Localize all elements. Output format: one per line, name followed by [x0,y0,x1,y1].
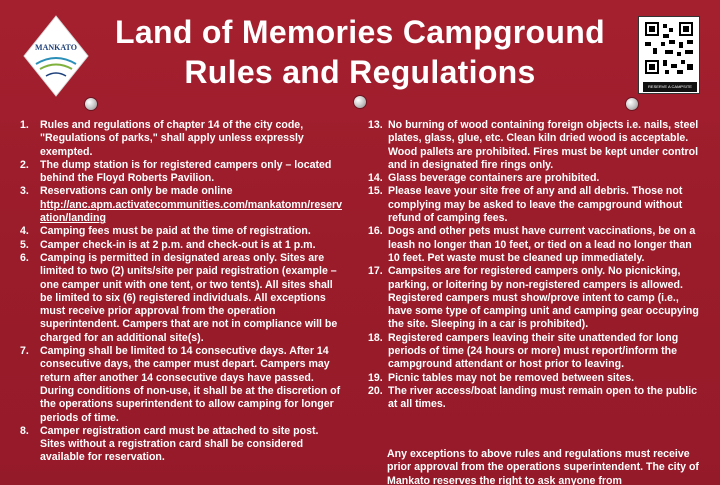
rule-item: 2. The dump station is for registered campers only – located behind the Floyd Roberts Pavilion. [20,158,332,185]
qr-code-icon [639,18,699,80]
rule-item: 15. Please leave your site free of any and all debris. Those not complying may be asked to leave the campground without refund of camping fees. [368,185,683,225]
rule-item: 7. Camping shall be limited to 14 consecutive days. After 14 consecutive days, the camper must depart. Campers may return after another 14 consecutive days have passed. During conditions of non-use, it shall be at the discretion of the operations superintendent to allow camping for longer periods of time. [20,345,341,424]
bolt-icon [354,96,366,108]
rule-item: 6. Camping is permitted in designated areas only. Sites are limited to two (2) units/site per paid registration (example – one camper unit with one tent, or two tents). All sites shall be limited to six (6) registered individuals. All exceptions must receive prior approval from the operation superintendent. Campers that are not in compliance will be charged for an additional site(s). [20,251,338,344]
rule-item: 3. Reservations can only be made online http://anc.apm.activatecommunities.com/mankatomn/reservation/landing [20,185,343,225]
rule-item: 20. The river access/boat landing must remain open to the public at all times. [368,384,698,411]
rule-item: 5. Camper check-in is at 2 p.m. and check-out is at 1 p.m. [20,238,316,251]
rule-item: 1. Rules and regulations of chapter 14 of the city code, "Regulations of parks," shall apply unless expressly exempted. [20,119,304,158]
reservation-link[interactable]: http://anc.apm.activatecommunities.com/mankatomn/reservation/landing [40,198,343,225]
bolt-icon [626,98,638,110]
rules-right-column [368,119,703,412]
sign-subtitle: Rules and Regulations [184,54,536,90]
rule-item: 17. Campsites are for registered campers only. No picnicking, parking, or loitering by non-registered campers is allowed. Registered campers must show/prove intent to camp (i.e., have some type of camping unit and camping gear occupying the site. Sleeping in a car is prohibited). [368,265,699,331]
rule-item: 13. No burning of wood containing foreign objects i.e. nails, steel plates, glass, glue, etc. Clean kiln dried wood is acceptable. Wood pallets are prohibited. Fires must be kept under control and in designated fire rings only. [368,119,699,171]
rule-item: 4. Camping fees must be paid at the time of registration. [20,225,311,238]
rules-left-column [20,119,342,465]
exceptions-note: Any exceptions to above rules and regulations must receive prior approval from the operations superintendent. The city of Mankato reserves the right to ask anyone from [387,448,699,485]
qr-caption: RESERVE A CAMPSITE [643,82,697,92]
rule-item: 16. Dogs and other pets must have current vaccinations, be on a leash no longer than 10 feet, or tied on a lead no longer than 10 feet. Pet waste must be cleaned up immediately. [368,225,696,264]
rule-item: 18. Registered campers leaving their site unattended for long periods of time (24 hours or more) must report/inform the campground attendant or host prior to leaving. [368,331,679,371]
sign-title: Land of Memories Campground [115,14,605,50]
rule-item: 14. Glass beverage containers are prohibited. [368,172,600,185]
rule-item: 19. Picnic tables may not be removed between sites. [368,371,635,384]
qr-code-panel [638,16,700,94]
logo-text: MANKATO [35,43,77,52]
rule-item: 8. Camper registration card must be attached to site post. Sites without a registration card shall be considered available for reservation. [20,424,319,464]
bolt-icon [85,98,97,110]
